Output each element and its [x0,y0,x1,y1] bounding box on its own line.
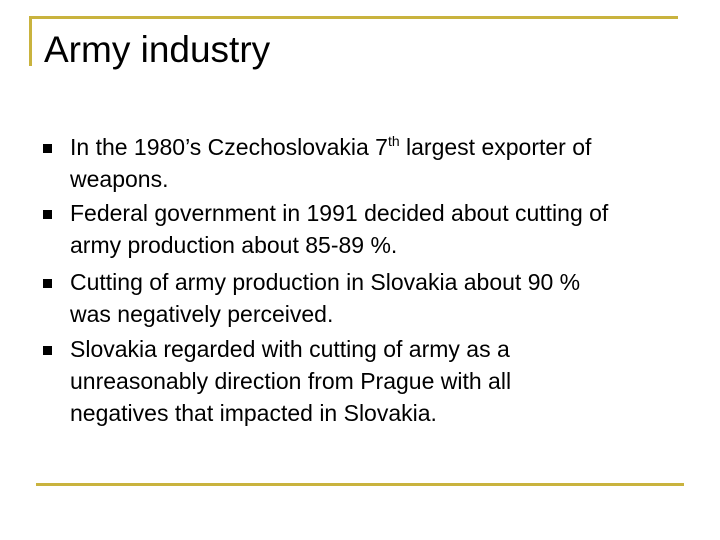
bullet-line [70,131,690,163]
bullet-item [70,131,690,195]
bullet-item [70,197,690,261]
bullet-text-segment: In the 1980’s Czechoslovakia 7 [70,134,388,160]
bullet-text-segment: largest exporter of [399,134,592,160]
frame-bottom-rule [36,483,684,486]
bullet-item [70,333,690,429]
bullet-square-icon [43,210,52,219]
bullet-line: weapons. [70,166,169,192]
bullet-square-icon [43,279,52,288]
bullet-line: was negatively perceived. [70,301,334,327]
bullet-item [70,266,690,330]
bullet-line: negatives that impacted in Slovakia. [70,400,437,426]
bullet-line: Cutting of army production in Slovakia about 90 % [70,269,581,295]
slide-title: Army industry [44,29,271,70]
bullet-line: Federal government in 1991 decided about cutting of [70,200,609,226]
bullet-line: army production about 85-89 %. [70,232,398,258]
bullet-line: Slovakia regarded with cutting of army as a [70,336,510,362]
bullet-line: unreasonably direction from Prague with all [70,368,512,394]
bullet-square-icon [43,144,52,153]
ordinal-superscript: th [387,133,400,149]
bullet-square-icon [43,346,52,355]
